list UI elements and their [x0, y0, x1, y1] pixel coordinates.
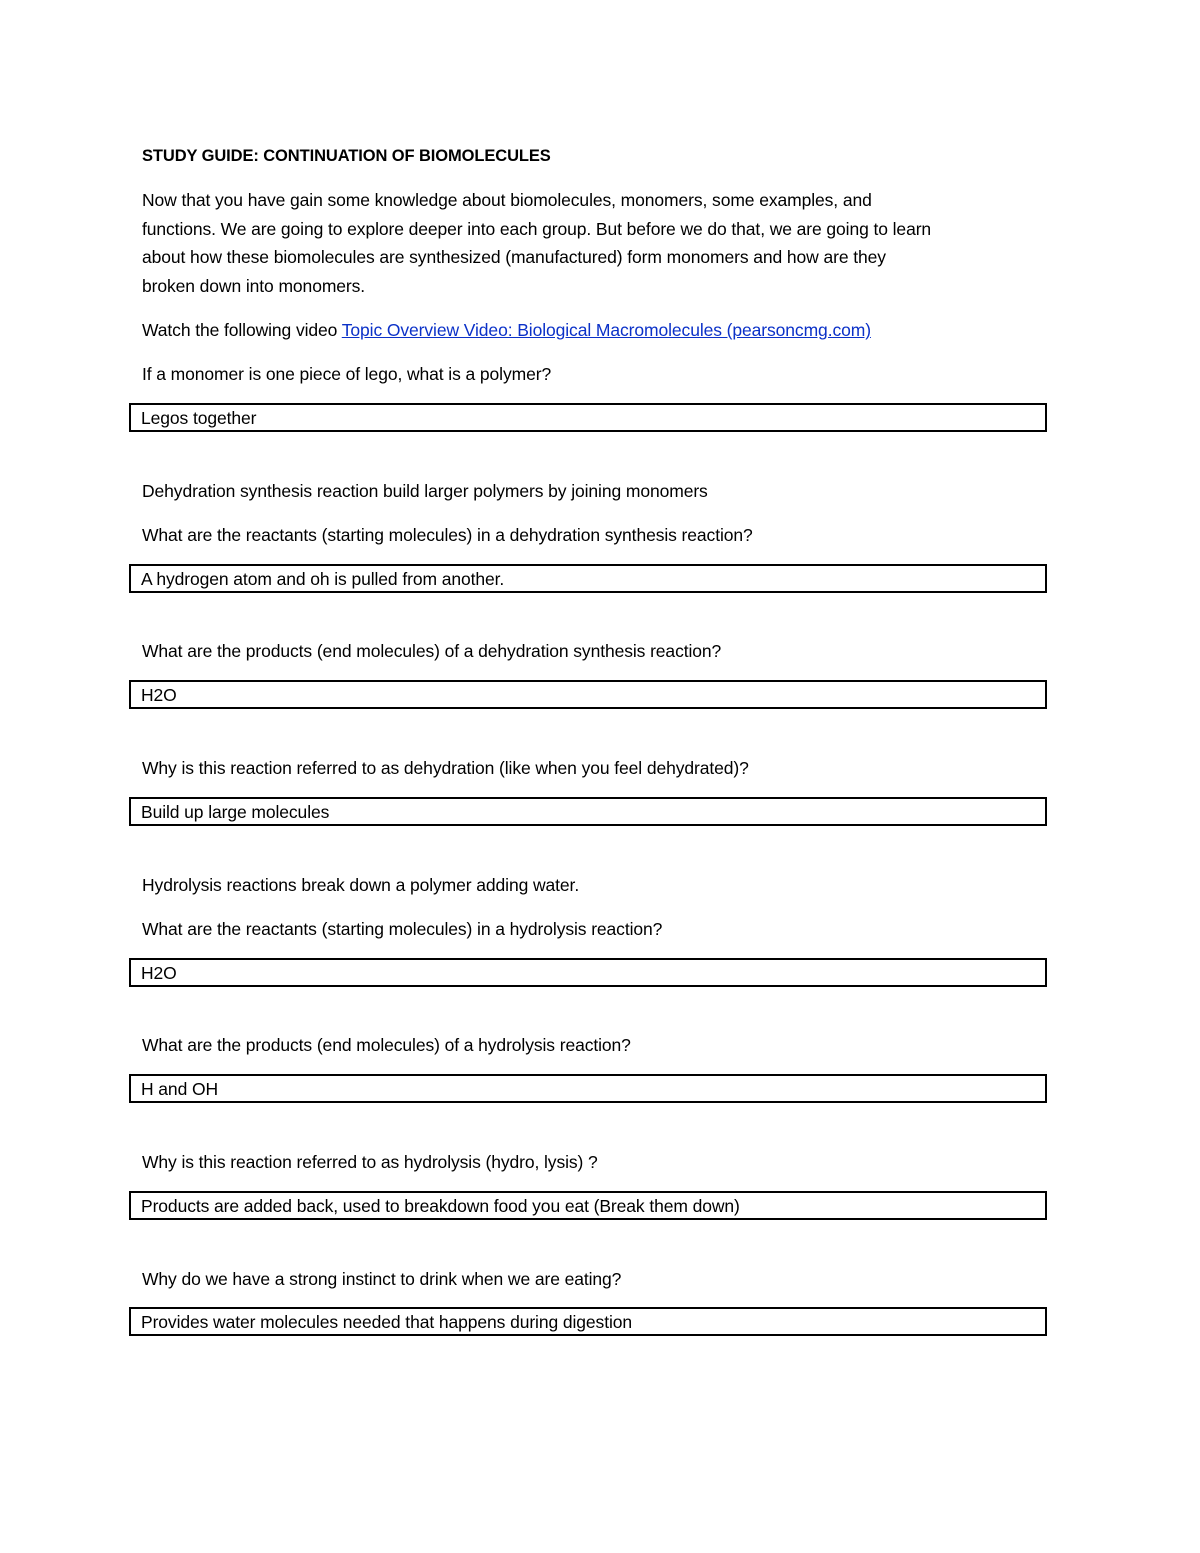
question-5: What are the reactants (starting molecules) in a hydrolysis reaction? [142, 919, 663, 939]
question-7: Why is this reaction referred to as hydrolysis (hydro, lysis) ? [142, 1152, 598, 1172]
answer-box-7[interactable] [129, 1191, 1047, 1220]
dehydration-statement: Dehydration synthesis reaction build larger polymers by joining monomers [142, 481, 708, 501]
answer-4: Build up large molecules [141, 802, 330, 822]
question-4: Why is this reaction referred to as dehydration (like when you feel dehydrated)? [142, 758, 749, 778]
answer-box-3[interactable] [129, 680, 1047, 709]
question-2: What are the reactants (starting molecules) in a dehydration synthesis reaction? [142, 525, 753, 545]
intro-line: broken down into monomers. [142, 275, 366, 296]
answer-7: Products are added back, used to breakdown food you eat (Break them down) [141, 1196, 740, 1216]
intro-line: about how these biomolecules are synthesized (manufactured) form monomers and how are they [142, 247, 886, 268]
answer-box-1[interactable] [129, 403, 1047, 432]
answer-1: Legos together [141, 408, 257, 428]
answer-box-2[interactable] [129, 564, 1047, 593]
answer-2: A hydrogen atom and oh is pulled from another. [141, 569, 505, 589]
answer-5: H2O [141, 963, 177, 983]
question-8: Why do we have a strong instinct to drink when we are eating? [142, 1269, 622, 1289]
answer-box-4[interactable] [129, 797, 1047, 826]
intro-line: functions. We are going to explore deeper into each group. But before we do that, we are going to learn [142, 218, 932, 239]
intro-line: Now that you have gain some knowledge about biomolecules, monomers, some examples, and [142, 190, 872, 210]
answer-6: H and OH [141, 1079, 219, 1099]
page-title: STUDY GUIDE: CONTINUATION OF BIOMOLECULES [142, 147, 551, 165]
answer-box-8[interactable] [129, 1307, 1047, 1336]
answer-box-6[interactable] [129, 1074, 1047, 1103]
answer-8: Provides water molecules needed that happens during digestion [141, 1312, 633, 1332]
video-link[interactable]: Topic Overview Video: Biological Macromolecules (pearsoncmg.com) [341, 320, 871, 340]
question-6: What are the products (end molecules) of a hydrolysis reaction? [142, 1035, 631, 1055]
intro-paragraph [142, 186, 1062, 300]
question-1: If a monomer is one piece of lego, what is a polymer? [142, 364, 552, 384]
answer-3: H2O [141, 685, 177, 705]
answer-box-5[interactable] [129, 958, 1047, 987]
question-3: What are the products (end molecules) of a dehydration synthesis reaction? [142, 641, 722, 661]
video-prefix: Watch the following video [142, 320, 342, 340]
hydrolysis-statement: Hydrolysis reactions break down a polymer adding water. [142, 875, 580, 895]
video-instruction [142, 320, 871, 340]
